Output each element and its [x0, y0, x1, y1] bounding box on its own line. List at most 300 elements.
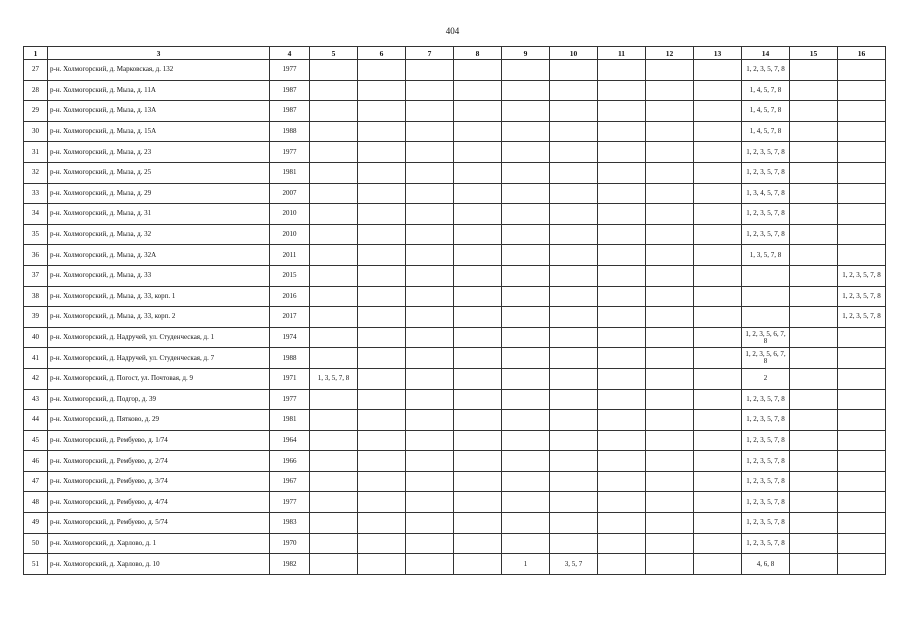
- cell-addr: р-н. Холмогорский, д. Рембуево, д. 3/74: [48, 471, 270, 492]
- column-header: 11: [598, 47, 646, 60]
- column-header: 13: [694, 47, 742, 60]
- cell-c13: [694, 162, 742, 183]
- cell-c5: [310, 265, 358, 286]
- cell-c5: [310, 60, 358, 81]
- cell-c11: [598, 327, 646, 348]
- cell-n: 45: [24, 430, 48, 451]
- register-table: [23, 46, 886, 575]
- cell-c9: [502, 492, 550, 513]
- table-row: [24, 348, 886, 369]
- cell-c13: [694, 554, 742, 575]
- cell-c13: [694, 410, 742, 431]
- cell-c14: 1, 2, 3, 5, 7, 8: [742, 533, 790, 554]
- cell-c7: [406, 368, 454, 389]
- cell-n: 40: [24, 327, 48, 348]
- cell-addr: р-н. Холмогорский, д. Харлово, д. 10: [48, 554, 270, 575]
- cell-c11: [598, 368, 646, 389]
- cell-c14: 2: [742, 368, 790, 389]
- cell-addr: р-н. Холмогорский, д. Мыза, д. 33, корп. 1: [48, 286, 270, 307]
- cell-c12: [646, 204, 694, 225]
- cell-c8: [454, 142, 502, 163]
- cell-addr: р-н. Холмогорский, д. Подгор, д. 39: [48, 389, 270, 410]
- cell-c10: [550, 451, 598, 472]
- cell-c14: 1, 3, 5, 7, 8: [742, 245, 790, 266]
- cell-c14: 1, 2, 3, 5, 7, 8: [742, 142, 790, 163]
- table-row: [24, 533, 886, 554]
- cell-year: 1966: [270, 451, 310, 472]
- cell-c12: [646, 471, 694, 492]
- cell-c10: [550, 101, 598, 122]
- cell-n: 33: [24, 183, 48, 204]
- cell-c5: [310, 307, 358, 328]
- cell-c9: [502, 430, 550, 451]
- cell-c5: [310, 492, 358, 513]
- cell-c10: [550, 162, 598, 183]
- cell-c6: [358, 162, 406, 183]
- cell-c11: [598, 162, 646, 183]
- cell-c7: [406, 224, 454, 245]
- cell-c16: [838, 162, 886, 183]
- cell-n: 39: [24, 307, 48, 328]
- cell-c9: [502, 245, 550, 266]
- cell-c14: 1, 2, 3, 5, 7, 8: [742, 430, 790, 451]
- cell-c12: [646, 80, 694, 101]
- column-header: 15: [790, 47, 838, 60]
- cell-n: 48: [24, 492, 48, 513]
- cell-c16: [838, 142, 886, 163]
- column-header: 12: [646, 47, 694, 60]
- cell-addr: р-н. Холмогорский, д. Мыза, д. 31: [48, 204, 270, 225]
- cell-year: 1977: [270, 492, 310, 513]
- cell-c12: [646, 245, 694, 266]
- table-row: [24, 162, 886, 183]
- table-row: [24, 471, 886, 492]
- cell-c14: 1, 2, 3, 5, 7, 8: [742, 60, 790, 81]
- cell-c7: [406, 410, 454, 431]
- cell-c16: [838, 554, 886, 575]
- cell-c9: [502, 183, 550, 204]
- cell-c7: [406, 183, 454, 204]
- cell-c9: [502, 410, 550, 431]
- cell-year: 2016: [270, 286, 310, 307]
- cell-c15: [790, 265, 838, 286]
- cell-c11: [598, 245, 646, 266]
- table-row: [24, 60, 886, 81]
- cell-c11: [598, 286, 646, 307]
- cell-c10: 3, 5, 7: [550, 554, 598, 575]
- cell-c12: [646, 554, 694, 575]
- cell-c13: [694, 245, 742, 266]
- cell-c8: [454, 162, 502, 183]
- cell-c16: [838, 80, 886, 101]
- cell-n: 42: [24, 368, 48, 389]
- cell-c5: [310, 286, 358, 307]
- cell-addr: р-н. Холмогорский, д. Рембуево, д. 2/74: [48, 451, 270, 472]
- cell-c10: [550, 492, 598, 513]
- cell-c6: [358, 142, 406, 163]
- cell-c12: [646, 307, 694, 328]
- cell-c7: [406, 204, 454, 225]
- column-header: 1: [24, 47, 48, 60]
- cell-c8: [454, 492, 502, 513]
- cell-addr: р-н. Холмогорский, д. Рембуево, д. 4/74: [48, 492, 270, 513]
- cell-c14: 1, 4, 5, 7, 8: [742, 121, 790, 142]
- cell-c10: [550, 80, 598, 101]
- cell-c8: [454, 286, 502, 307]
- cell-c12: [646, 286, 694, 307]
- cell-c10: [550, 430, 598, 451]
- cell-c14: 1, 2, 3, 5, 7, 8: [742, 410, 790, 431]
- cell-c6: [358, 410, 406, 431]
- cell-n: 27: [24, 60, 48, 81]
- cell-c12: [646, 348, 694, 369]
- page-number: 404: [445, 26, 460, 36]
- cell-c16: [838, 513, 886, 534]
- cell-year: 1970: [270, 533, 310, 554]
- cell-c6: [358, 245, 406, 266]
- cell-c15: [790, 224, 838, 245]
- cell-c15: [790, 204, 838, 225]
- cell-c6: [358, 121, 406, 142]
- table-row: [24, 224, 886, 245]
- cell-c14: 1, 2, 3, 5, 6, 7, 8: [742, 348, 790, 369]
- cell-c9: 1: [502, 554, 550, 575]
- cell-c13: [694, 121, 742, 142]
- cell-c10: [550, 245, 598, 266]
- cell-c6: [358, 533, 406, 554]
- cell-c12: [646, 492, 694, 513]
- cell-c7: [406, 142, 454, 163]
- cell-c7: [406, 327, 454, 348]
- cell-c8: [454, 183, 502, 204]
- cell-c14: 1, 2, 3, 5, 7, 8: [742, 204, 790, 225]
- cell-c11: [598, 224, 646, 245]
- cell-addr: р-н. Холмогорский, д. Мыза, д. 23: [48, 142, 270, 163]
- cell-year: 1964: [270, 430, 310, 451]
- cell-c15: [790, 183, 838, 204]
- cell-year: 2017: [270, 307, 310, 328]
- cell-c11: [598, 121, 646, 142]
- cell-c13: [694, 368, 742, 389]
- cell-c6: [358, 265, 406, 286]
- table-row: [24, 554, 886, 575]
- cell-c10: [550, 327, 598, 348]
- cell-c12: [646, 224, 694, 245]
- cell-c8: [454, 513, 502, 534]
- cell-c16: [838, 492, 886, 513]
- cell-c12: [646, 60, 694, 81]
- column-header: 7: [406, 47, 454, 60]
- cell-c10: [550, 142, 598, 163]
- cell-year: 2011: [270, 245, 310, 266]
- cell-c11: [598, 348, 646, 369]
- cell-c16: 1, 2, 3, 5, 7, 8: [838, 286, 886, 307]
- cell-year: 1987: [270, 101, 310, 122]
- cell-c13: [694, 451, 742, 472]
- cell-c11: [598, 533, 646, 554]
- cell-n: 44: [24, 410, 48, 431]
- cell-c15: [790, 410, 838, 431]
- cell-c12: [646, 142, 694, 163]
- cell-c6: [358, 430, 406, 451]
- cell-c9: [502, 368, 550, 389]
- cell-n: 41: [24, 348, 48, 369]
- cell-c10: [550, 183, 598, 204]
- column-header: 9: [502, 47, 550, 60]
- cell-c8: [454, 389, 502, 410]
- cell-c16: [838, 533, 886, 554]
- cell-c10: [550, 204, 598, 225]
- cell-year: 2010: [270, 204, 310, 225]
- cell-c6: [358, 286, 406, 307]
- cell-c16: [838, 471, 886, 492]
- cell-year: 1981: [270, 162, 310, 183]
- cell-c16: [838, 389, 886, 410]
- cell-c9: [502, 60, 550, 81]
- cell-year: 2010: [270, 224, 310, 245]
- cell-c6: [358, 451, 406, 472]
- cell-c15: [790, 142, 838, 163]
- cell-c13: [694, 224, 742, 245]
- cell-c11: [598, 183, 646, 204]
- cell-year: 2007: [270, 183, 310, 204]
- cell-c10: [550, 121, 598, 142]
- cell-c6: [358, 224, 406, 245]
- cell-c11: [598, 389, 646, 410]
- cell-year: 1977: [270, 142, 310, 163]
- cell-n: 37: [24, 265, 48, 286]
- cell-c6: [358, 389, 406, 410]
- cell-n: 47: [24, 471, 48, 492]
- cell-c10: [550, 286, 598, 307]
- cell-c5: [310, 410, 358, 431]
- cell-c16: [838, 60, 886, 81]
- cell-c15: [790, 307, 838, 328]
- table-row: [24, 101, 886, 122]
- cell-c15: [790, 389, 838, 410]
- cell-c7: [406, 60, 454, 81]
- cell-c6: [358, 80, 406, 101]
- cell-c13: [694, 307, 742, 328]
- cell-c8: [454, 307, 502, 328]
- cell-c10: [550, 265, 598, 286]
- cell-c9: [502, 204, 550, 225]
- cell-c12: [646, 410, 694, 431]
- cell-c12: [646, 533, 694, 554]
- cell-c5: 1, 3, 5, 7, 8: [310, 368, 358, 389]
- cell-c15: [790, 245, 838, 266]
- cell-c15: [790, 101, 838, 122]
- column-header: 4: [270, 47, 310, 60]
- cell-c9: [502, 451, 550, 472]
- cell-c5: [310, 80, 358, 101]
- cell-c5: [310, 451, 358, 472]
- column-header: 10: [550, 47, 598, 60]
- cell-c7: [406, 286, 454, 307]
- table-row: [24, 245, 886, 266]
- cell-c16: [838, 204, 886, 225]
- cell-c8: [454, 451, 502, 472]
- cell-c8: [454, 327, 502, 348]
- cell-c6: [358, 471, 406, 492]
- cell-c11: [598, 101, 646, 122]
- cell-c8: [454, 368, 502, 389]
- cell-c9: [502, 121, 550, 142]
- table-row: [24, 389, 886, 410]
- cell-c7: [406, 162, 454, 183]
- table-row: [24, 80, 886, 101]
- cell-c14: [742, 265, 790, 286]
- column-header: 16: [838, 47, 886, 60]
- cell-c9: [502, 327, 550, 348]
- cell-c7: [406, 389, 454, 410]
- cell-c13: [694, 533, 742, 554]
- cell-addr: р-н. Холмогорский, д. Мыза, д. 25: [48, 162, 270, 183]
- cell-c13: [694, 389, 742, 410]
- cell-c9: [502, 348, 550, 369]
- cell-c5: [310, 245, 358, 266]
- cell-c6: [358, 204, 406, 225]
- cell-c13: [694, 204, 742, 225]
- cell-year: 1971: [270, 368, 310, 389]
- cell-year: 1987: [270, 80, 310, 101]
- cell-c10: [550, 471, 598, 492]
- cell-c7: [406, 101, 454, 122]
- cell-c7: [406, 513, 454, 534]
- cell-c12: [646, 101, 694, 122]
- table-row: [24, 265, 886, 286]
- cell-c9: [502, 142, 550, 163]
- cell-addr: р-н. Холмогорский, д. Надручей, ул. Студенческая, д. 1: [48, 327, 270, 348]
- cell-c8: [454, 80, 502, 101]
- cell-c16: [838, 410, 886, 431]
- table-row: [24, 410, 886, 431]
- cell-c15: [790, 327, 838, 348]
- cell-c14: [742, 307, 790, 328]
- cell-c14: 1, 2, 3, 5, 7, 8: [742, 471, 790, 492]
- cell-c5: [310, 183, 358, 204]
- cell-n: 29: [24, 101, 48, 122]
- cell-addr: р-н. Холмогорский, д. Мыза, д. 15А: [48, 121, 270, 142]
- cell-c5: [310, 389, 358, 410]
- cell-c13: [694, 142, 742, 163]
- cell-year: 1977: [270, 389, 310, 410]
- cell-c15: [790, 451, 838, 472]
- cell-n: 31: [24, 142, 48, 163]
- cell-c5: [310, 101, 358, 122]
- cell-addr: р-н. Холмогорский, д. Марковская, д. 132: [48, 60, 270, 81]
- cell-addr: р-н. Холмогорский, д. Погост, ул. Почтовая, д. 9: [48, 368, 270, 389]
- cell-c16: [838, 430, 886, 451]
- cell-c14: 1, 2, 3, 5, 6, 7, 8: [742, 327, 790, 348]
- cell-c10: [550, 410, 598, 431]
- cell-c6: [358, 307, 406, 328]
- cell-c16: [838, 245, 886, 266]
- cell-c9: [502, 162, 550, 183]
- table-row: [24, 121, 886, 142]
- cell-c11: [598, 307, 646, 328]
- cell-c15: [790, 533, 838, 554]
- cell-c14: 1, 4, 5, 7, 8: [742, 101, 790, 122]
- cell-c5: [310, 142, 358, 163]
- cell-c10: [550, 533, 598, 554]
- cell-c13: [694, 80, 742, 101]
- cell-addr: р-н. Холмогорский, д. Надручей, ул. Студенческая, д. 7: [48, 348, 270, 369]
- cell-c12: [646, 368, 694, 389]
- cell-c15: [790, 60, 838, 81]
- cell-c8: [454, 101, 502, 122]
- cell-c9: [502, 224, 550, 245]
- cell-c9: [502, 471, 550, 492]
- cell-year: 1988: [270, 348, 310, 369]
- table-row: [24, 183, 886, 204]
- cell-c13: [694, 492, 742, 513]
- cell-c11: [598, 80, 646, 101]
- cell-c13: [694, 430, 742, 451]
- cell-c7: [406, 430, 454, 451]
- cell-c10: [550, 60, 598, 81]
- cell-c7: [406, 348, 454, 369]
- cell-c12: [646, 121, 694, 142]
- cell-c15: [790, 368, 838, 389]
- cell-c14: [742, 286, 790, 307]
- cell-c8: [454, 204, 502, 225]
- cell-c11: [598, 554, 646, 575]
- cell-addr: р-н. Холмогорский, д. Рембуево, д. 1/74: [48, 430, 270, 451]
- cell-c7: [406, 307, 454, 328]
- table-row: [24, 451, 886, 472]
- cell-c5: [310, 224, 358, 245]
- cell-c6: [358, 348, 406, 369]
- cell-n: 50: [24, 533, 48, 554]
- cell-c15: [790, 554, 838, 575]
- cell-c6: [358, 368, 406, 389]
- cell-c6: [358, 60, 406, 81]
- cell-c9: [502, 265, 550, 286]
- cell-c13: [694, 101, 742, 122]
- cell-c8: [454, 245, 502, 266]
- cell-n: 51: [24, 554, 48, 575]
- cell-c15: [790, 492, 838, 513]
- table-row: [24, 204, 886, 225]
- cell-c12: [646, 162, 694, 183]
- cell-c12: [646, 430, 694, 451]
- cell-c15: [790, 471, 838, 492]
- cell-c6: [358, 513, 406, 534]
- cell-c5: [310, 121, 358, 142]
- cell-c6: [358, 101, 406, 122]
- cell-c12: [646, 265, 694, 286]
- cell-c11: [598, 204, 646, 225]
- cell-c16: [838, 121, 886, 142]
- cell-c13: [694, 513, 742, 534]
- cell-c8: [454, 533, 502, 554]
- cell-c7: [406, 554, 454, 575]
- cell-c6: [358, 554, 406, 575]
- cell-n: 28: [24, 80, 48, 101]
- cell-c14: 1, 2, 3, 5, 7, 8: [742, 492, 790, 513]
- cell-c8: [454, 224, 502, 245]
- cell-c16: [838, 368, 886, 389]
- cell-c16: [838, 327, 886, 348]
- cell-c16: 1, 2, 3, 5, 7, 8: [838, 265, 886, 286]
- cell-c7: [406, 492, 454, 513]
- cell-c7: [406, 533, 454, 554]
- cell-n: 35: [24, 224, 48, 245]
- cell-c15: [790, 80, 838, 101]
- cell-year: 2015: [270, 265, 310, 286]
- cell-c8: [454, 554, 502, 575]
